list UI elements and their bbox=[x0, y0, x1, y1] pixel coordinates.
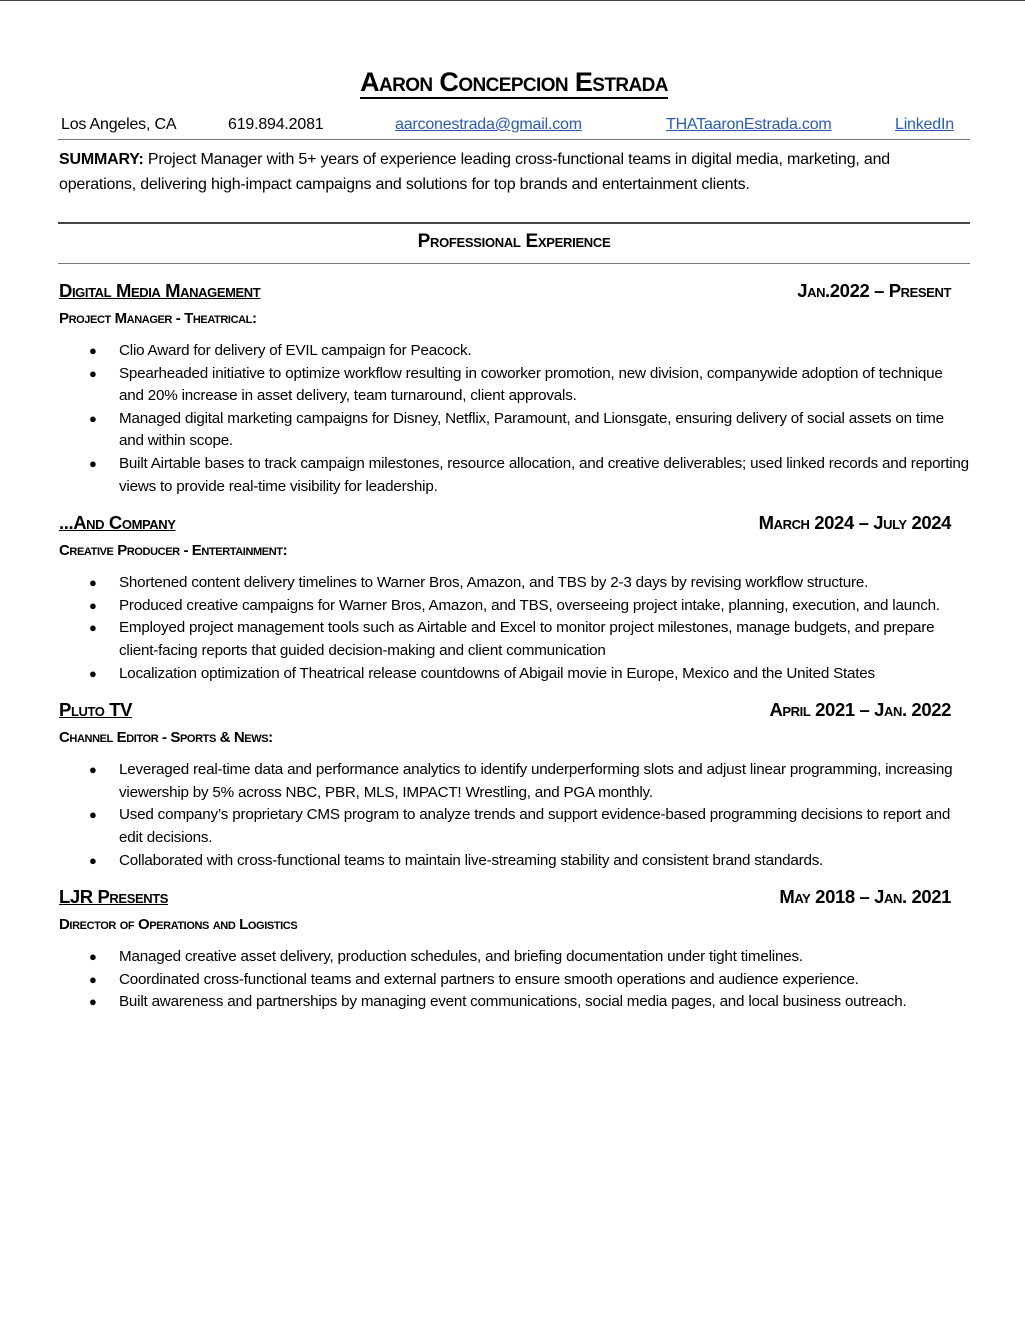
bullet-icon: ● bbox=[89, 410, 97, 426]
email-link[interactable]: aarconestrada@gmail.com bbox=[395, 116, 582, 133]
job-role: Channel Editor - Sports & News: bbox=[59, 729, 273, 747]
bullet-icon: ● bbox=[89, 620, 97, 636]
bullet-item bbox=[59, 408, 969, 453]
bullet-icon: ● bbox=[89, 971, 97, 987]
summary-text: Project Manager with 5+ years of experience leading cross-functional teams in digital media, marketing, and operations, delivering high-impact campaigns and solutions for top brands and entertainment clients. bbox=[59, 151, 890, 193]
company-name: LJR Presents bbox=[59, 886, 169, 908]
bullet-text: Built Airtable bases to track campaign milestones, resource allocation, and creative deliverables; used linked records and reporting views to provide real-time visibility for leadership. bbox=[119, 454, 969, 495]
bullet-text: Collaborated with cross-functional teams to maintain live-streaming stability and consistent brand standards. bbox=[119, 851, 824, 869]
bullet-text: Managed creative asset delivery, production schedules, and briefing documentation under tight timelines. bbox=[119, 948, 803, 966]
bullet-text: Used company’s proprietary CMS program to analyze trends and support evidence-based programming decisions to report and edit decisions. bbox=[119, 806, 951, 846]
bullet-icon: ● bbox=[89, 665, 97, 681]
phone: 619.894.2081 bbox=[228, 116, 324, 133]
divider bbox=[58, 222, 970, 224]
job-entry bbox=[59, 512, 969, 685]
job-dates: April 2021 – Jan. 2022 bbox=[769, 699, 951, 721]
company-name: Pluto TV bbox=[59, 699, 133, 721]
bullet-text: Managed digital marketing campaigns for Disney, Netflix, Paramount, and Lionsgate, ensuring delivery of social assets on time and within scope. bbox=[119, 409, 944, 450]
bullet-list bbox=[59, 340, 969, 498]
bullet-item bbox=[59, 340, 969, 363]
section-heading: Professional Experience bbox=[417, 231, 611, 252]
bullet-icon: ● bbox=[89, 597, 97, 613]
company-name: ...And Company bbox=[59, 512, 176, 534]
bullet-text: Localization optimization of Theatrical release countdowns of Abigail movie in Europe, Mexico and the United States bbox=[119, 664, 875, 682]
bullet-item bbox=[59, 969, 969, 992]
bullet-item bbox=[59, 663, 969, 686]
bullet-list bbox=[59, 759, 969, 872]
bullet-text: Leveraged real-time data and performance analytics to identify underperforming slots and adjust linear programming, increasing viewership by 5% across NBC, PBR, MLS, IMPACT! Wrestling, and PGA monthly. bbox=[119, 761, 953, 801]
bullet-item bbox=[59, 363, 969, 408]
website-link[interactable]: THATaaronEstrada.com bbox=[666, 116, 832, 133]
job-role: Project Manager - Theatrical: bbox=[59, 310, 257, 327]
location: Los Angeles, CA bbox=[61, 116, 177, 133]
experience-list bbox=[59, 280, 969, 1028]
job-dates: May 2018 – Jan. 2021 bbox=[779, 886, 951, 908]
bullet-text: Produced creative campaigns for Warner Bros, Amazon, and TBS, overseeing project intake, planning, execution, and launch. bbox=[119, 596, 940, 614]
bullet-item bbox=[59, 617, 969, 662]
bullet-item bbox=[59, 572, 969, 595]
job-header bbox=[59, 699, 969, 723]
summary-label: SUMMARY: bbox=[59, 151, 144, 168]
divider bbox=[58, 263, 970, 264]
job-dates: Jan.2022 – Present bbox=[797, 280, 951, 301]
bullet-icon: ● bbox=[89, 343, 97, 358]
bullet-icon: ● bbox=[89, 852, 97, 868]
job-role: Director of Operations and Logistics bbox=[59, 916, 298, 934]
bullet-text: Built awareness and partnerships by managing event communications, social media pages, and local business outreach. bbox=[119, 993, 907, 1011]
linkedin-link[interactable]: LinkedIn bbox=[895, 116, 954, 133]
bullet-item bbox=[59, 946, 969, 969]
bullet-icon: ● bbox=[89, 949, 97, 965]
bullet-item bbox=[59, 991, 969, 1014]
job-entry bbox=[59, 699, 969, 872]
name-text: Aaron Concepcion Estrada bbox=[360, 67, 668, 97]
bullet-item bbox=[59, 804, 969, 849]
bullet-list bbox=[59, 572, 969, 685]
job-entry bbox=[59, 280, 969, 498]
bullet-icon: ● bbox=[89, 575, 97, 591]
job-header bbox=[59, 280, 969, 304]
bullet-item bbox=[59, 453, 969, 498]
bullet-item bbox=[59, 595, 969, 618]
contact-line bbox=[58, 115, 970, 140]
job-dates: March 2024 – July 2024 bbox=[758, 512, 951, 534]
bullet-icon: ● bbox=[89, 994, 97, 1010]
bullet-text: Spearheaded initiative to optimize workflow resulting in coworker promotion, new division, companywide adoption of technique and 20% increase in asset delivery, team turnaround, client approvals. bbox=[119, 364, 943, 405]
bullet-item bbox=[59, 850, 969, 873]
bullet-text: Coordinated cross-functional teams and external partners to ensure smooth operations and audience experience. bbox=[119, 970, 859, 988]
bullet-text: Clio Award for delivery of EVIL campaign for Peacock. bbox=[119, 342, 472, 359]
bullet-text: Employed project management tools such as Airtable and Excel to monitor project milestones, manage budgets, and prepare client-facing reports that guided decision-making and client communication bbox=[119, 619, 935, 659]
resume-name bbox=[58, 67, 970, 98]
bullet-text: Shortened content delivery timelines to Warner Bros, Amazon, and TBS by 2-3 days by revising workflow structure. bbox=[119, 574, 869, 592]
bullet-item bbox=[59, 759, 969, 804]
bullet-icon: ● bbox=[89, 365, 97, 381]
bullet-icon: ● bbox=[89, 807, 97, 823]
bullet-icon: ● bbox=[89, 455, 97, 471]
job-entry bbox=[59, 886, 969, 1014]
bullet-icon: ● bbox=[89, 762, 97, 778]
job-role: Creative Producer - Entertainment: bbox=[59, 542, 288, 560]
bullet-list bbox=[59, 946, 969, 1014]
summary bbox=[59, 147, 964, 197]
job-header bbox=[59, 512, 969, 536]
job-header bbox=[59, 886, 969, 910]
company-name: Digital Media Management bbox=[59, 280, 261, 301]
